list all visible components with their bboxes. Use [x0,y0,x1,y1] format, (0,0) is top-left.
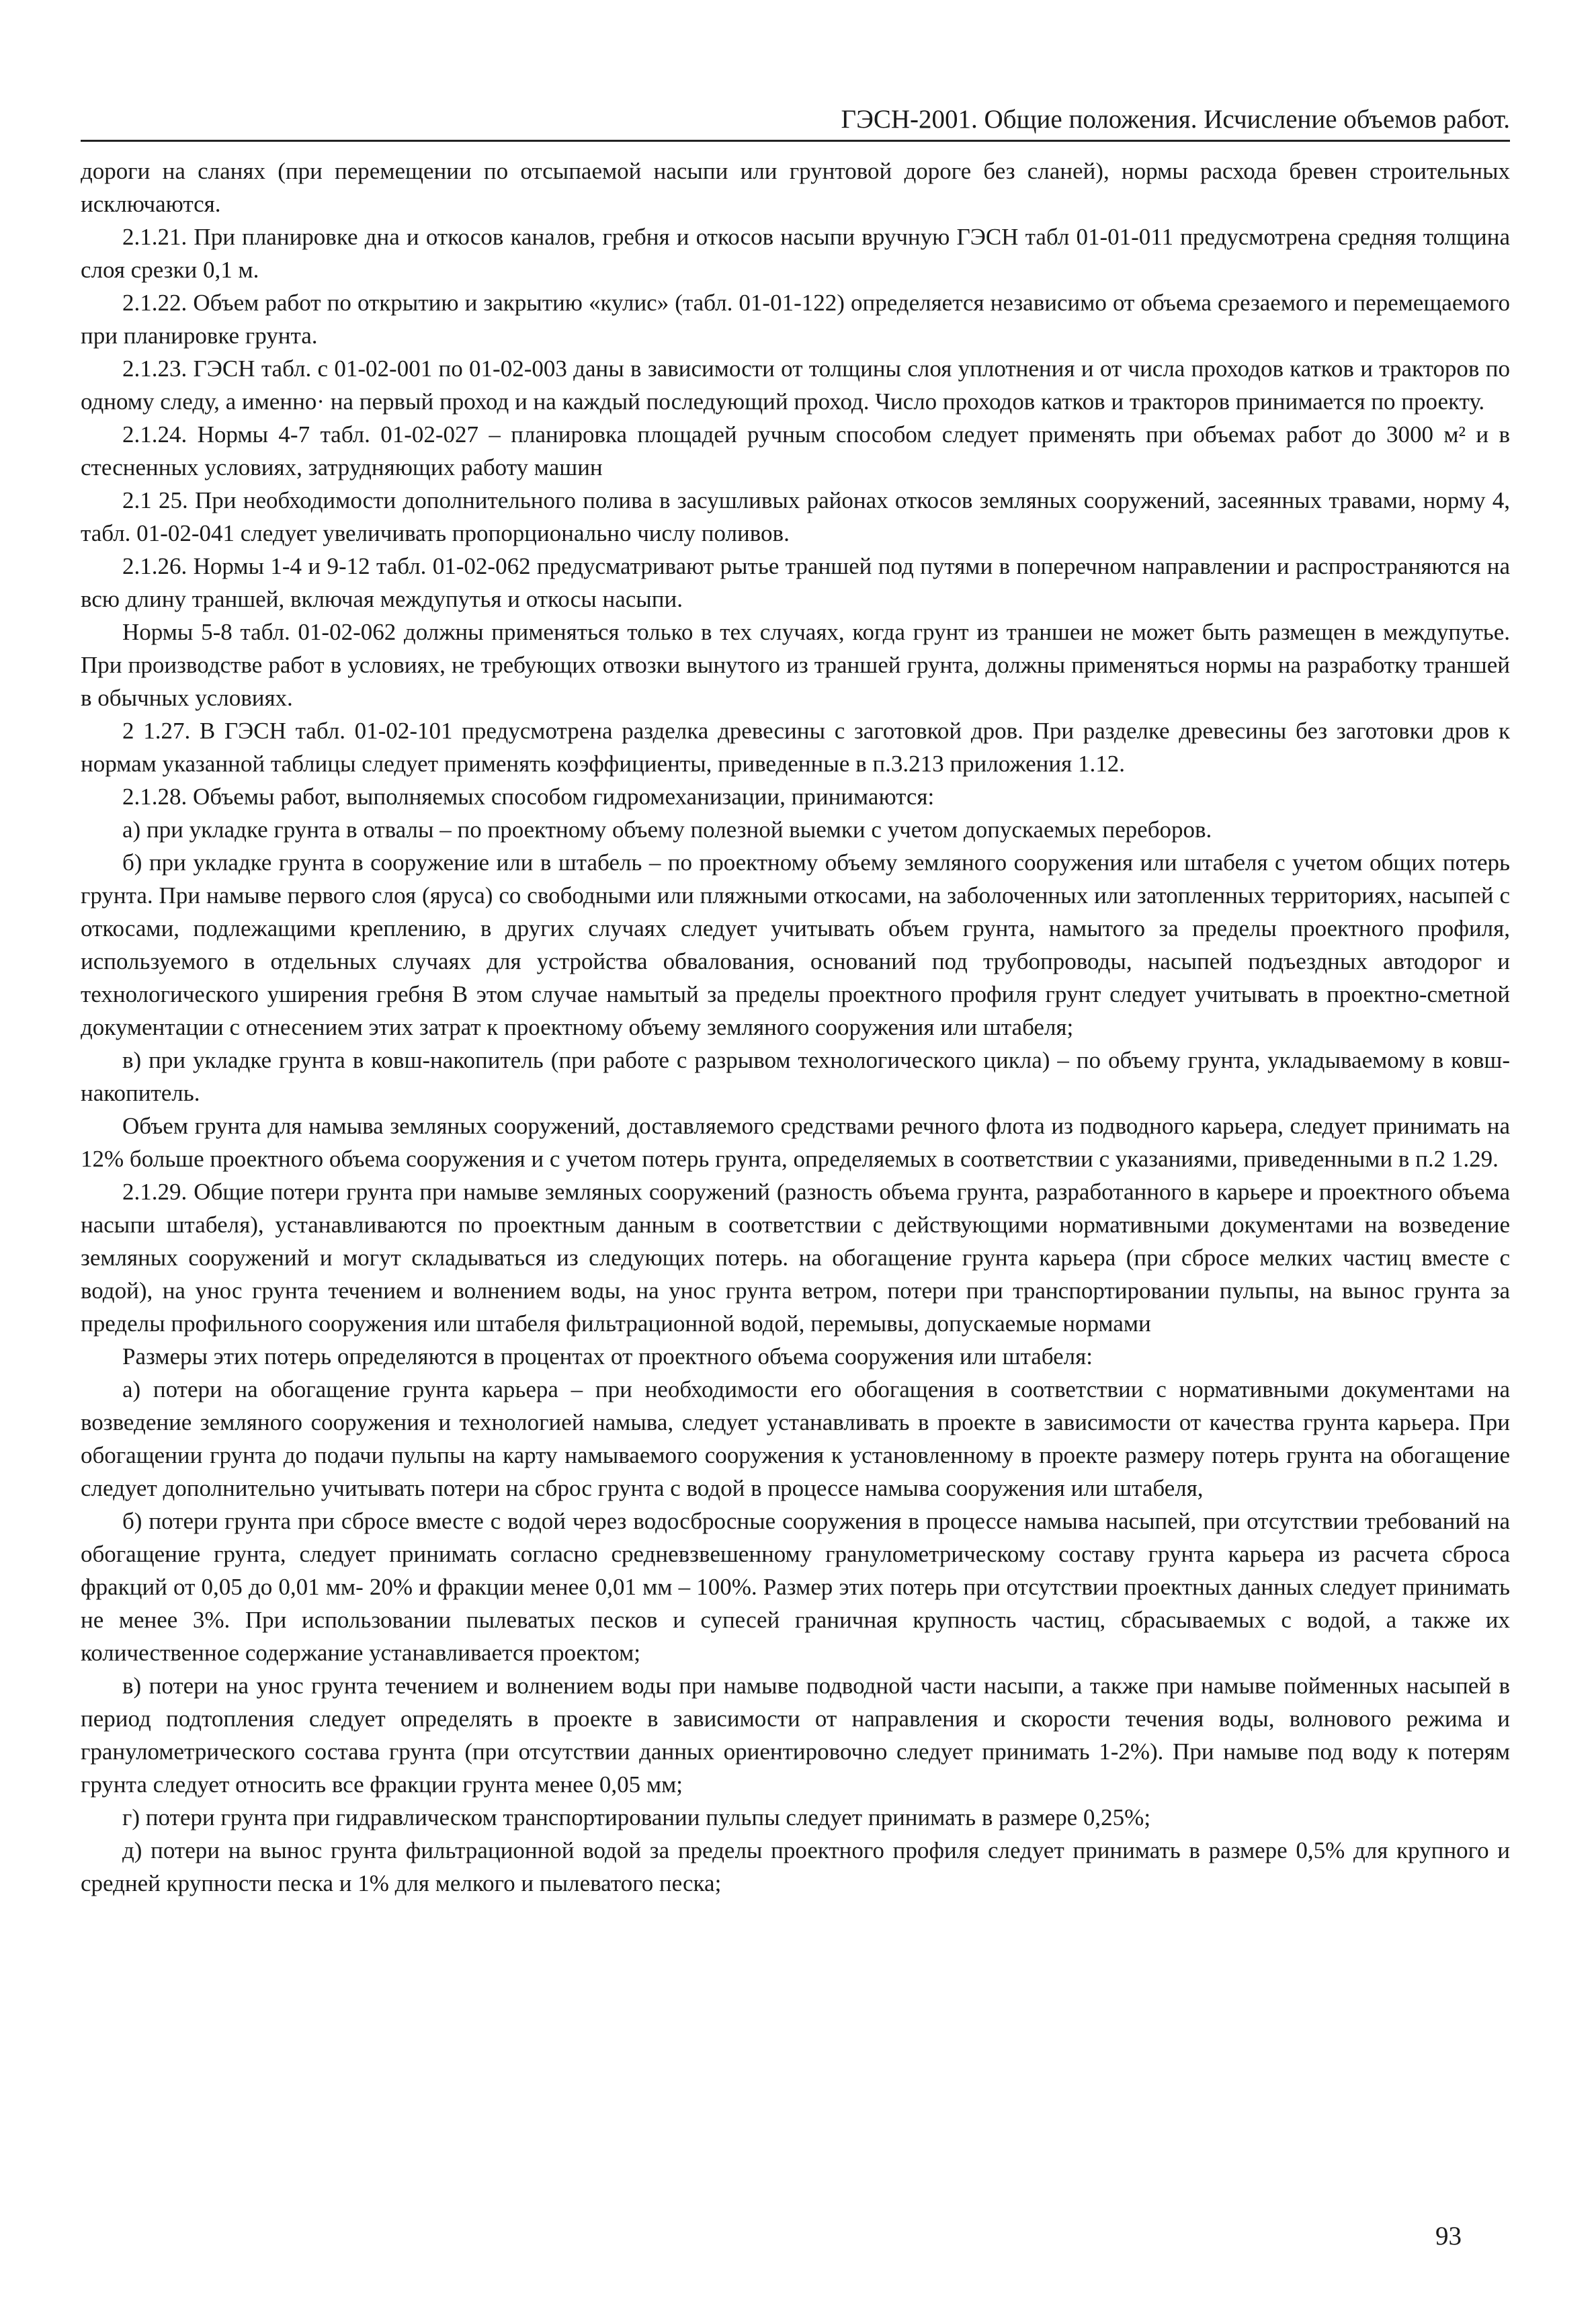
paragraph: 2.1.23. ГЭСН табл. с 01-02-001 по 01-02-003 даны в зависимости от толщины слоя уплотнения и от числа проходов катков и тракторов по одному следу, а именно· на первый проход и на каждый последующий проход. Число проходов катков и тракторов принимается по проекту. [81,355,1510,415]
paragraph: д) потери на вынос грунта фильтрационной водой за пределы проектного профиля следует принимать в размере 0,5% для крупного и средней крупности песка и 1% для мелкого и пылеватого песка; [81,1837,1510,1896]
paragraph: в) потери на унос грунта течением и волнением воды при намыве подводной части насыпи, а также при намыве пойменных насыпей в период подтопления следует определять в проекте в зависимости от направления и скорости течения воды, волнового режима и гранулометрического состава грунта (при отсутствии данных ориентировочно следует принимать 1-2%). При намыве под воду к потерям грунта следует относить все фракции грунта менее 0,05 мм; [81,1673,1510,1798]
paragraph: 2.1.29. Общие потери грунта при намыве земляных сооружений (разность объема грунта, разработанного в карьере и проектного объема насыпи штабеля), устанавливаются по проектным данным в соответствии с действующими нормативными документами на возведение земляных сооружений и могут складываться из следующих потерь. на обогащение грунта карьера (при сбросе мелких частиц вместе с водой), на унос грунта течением и волнением воды, на унос грунта ветром, потери при транспортировании пульпы, на вынос грунта за пределы профильного сооружения или штабеля фильтрационной водой, перемывы, допускаемые нормами [81,1179,1510,1337]
paragraph: 2.1.22. Объем работ по открытию и закрытию «кулис» (табл. 01-01-122) определяется независимо от объема срезаемого и перемещаемого при планировке грунта. [81,290,1510,349]
paragraph: г) потери грунта при гидравлическом транспортировании пульпы следует принимать в размере 0,25%; [122,1804,1151,1831]
paragraph: 2.1.26. Нормы 1-4 и 9-12 табл. 01-02-062 предусматривают рытье траншей под путями в поперечном направлении и распространяются на всю длину траншей, включая междупутья и откосы насыпи. [81,553,1510,612]
paragraph: дороги на сланях (при перемещении по отсыпаемой насыпи или грунтовой дороге без сланей), нормы расхода бревен строительных исключаются. [81,158,1510,217]
paragraph: б) потери грунта при сбросе вместе с водой через водосбросные сооружения в процессе намыва насыпей, при отсутствии требований на обогащение грунта, следует принимать согласно средневзвешенному гранулометрическому составу грунта карьера из расчета сброса фракций от 0,05 до 0,01 мм- 20% и фракции менее 0,01 мм – 100%. Размер этих потерь при отсутствии проектных данных следует принимать не менее 3%. При использовании пылеватых песков и супесей граничная крупность частиц, сбрасываемых с водой, а также их количественное содержание устанавливается проектом; [81,1508,1510,1666]
paragraph: 2 1.27. В ГЭСН табл. 01-02-101 предусмотрена разделка древесины с заготовкой дров. При разделке древесины без заготовки дров к нормам указанной таблицы следует применять коэффициенты, приведенные в п.3.213 приложения 1.12. [81,718,1510,777]
paragraph: б) при укладке грунта в сооружение или в штабель – по проектному объему земляного сооружения или штабеля с учетом общих потерь грунта. При намыве первого слоя (яруса) со свободными или пляжными откосами, на заболоченных или затопленных территориях, насыпей с откосами, подлежащими креплению, в других случаях следует учитывать объем грунта, намытого за пределы проектного профиля, используемого в отдельных случаях для устройства обвалования, оснований под трубопроводы, насыпей подъездных автодорог и технологического уширения гребня В этом случае намытый за пределы проектного профиля грунт следует учитывать в проектно-сметной документации с отнесением этих затрат к проектному объему земляного сооружения или штабеля; [81,849,1510,1040]
paragraph: 2.1.28. Объемы работ, выполняемых способом гидромеханизации, принимаются: [122,784,935,810]
paragraph: Размеры этих потерь определяются в процентах от проектного объема сооружения или штабеля: [122,1343,1093,1370]
paragraph: 2.1.24. Нормы 4-7 табл. 01-02-027 – планировка площадей ручным способом следует применять при объемах работ до 3000 м² и в стесненных условиях, затрудняющих работу машин [81,421,1510,480]
paragraph: Нормы 5-8 табл. 01-02-062 должны применяться только в тех случаях, когда грунт из траншеи не может быть размещен в междупутье. При производстве работ в условиях, не требующих отвозки вынутого из траншей грунта, должны применяться нормы на разработку траншей в обычных условиях. [81,619,1510,711]
paragraph: а) при укладке грунта в отвалы – по проектному объему полезной выемки с учетом допускаемых переборов. [122,816,1212,843]
running-header: ГЭСН-2001. Общие положения. Исчисление объемов работ. [81,99,1510,142]
paragraph: в) при укладке грунта в ковш-накопитель (при работе с разрывом технологического цикла) – по объему грунта, укладываемому в ковш-накопитель. [81,1047,1510,1106]
body-text [81,155,1510,1900]
paragraph: а) потери на обогащение грунта карьера – при необходимости его обогащения в соответствии с нормативными документами на возведение земляного сооружения и технологией намыва, следует устанавливать в проекте в зависимости от качества грунта карьера. При обогащении грунта до подачи пульпы на карту намываемого сооружения к установленному в проекте размеру потерь грунта на обогащение следует дополнительно учитывать потери на сброс грунта с водой в процессе намыва сооружения или штабеля, [81,1376,1510,1501]
paragraph: Объем грунта для намыва земляных сооружений, доставляемого средствами речного флота из подводного карьера, следует принимать на 12% больше проектного объема сооружения и с учетом потерь грунта, определяемых в соответствии с указаниями, приведенными в п.2 1.29. [81,1113,1510,1172]
paragraph: 2.1.21. При планировке дна и откосов каналов, гребня и откосов насыпи вручную ГЭСН табл 01-01-011 предусмотрена средняя толщина слоя срезки 0,1 м. [81,224,1510,283]
page-number: 93 [1435,2222,1462,2251]
paragraph: 2.1 25. При необходимости дополнительного полива в засушливых районах откосов земляных сооружений, засеянных травами, норму 4, табл. 01-02-041 следует увеличивать пропорционально числу поливов. [81,487,1510,546]
